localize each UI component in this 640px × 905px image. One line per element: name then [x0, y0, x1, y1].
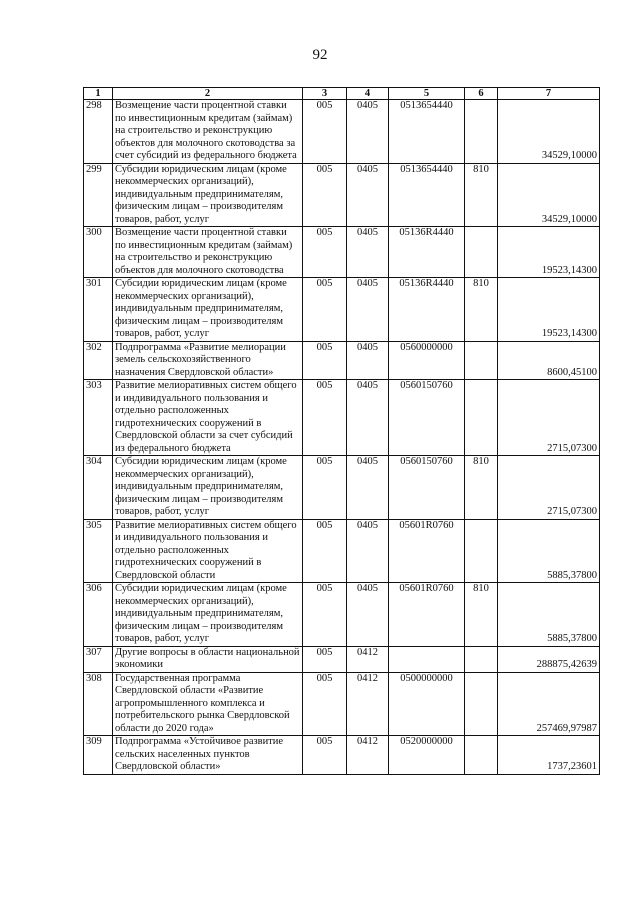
- department-code: 005: [303, 519, 347, 583]
- item-name: Развитие мелиоративных систем общего и индивидуального пользования и отдельно расположенных гидротехнических сооружений в Свердловской области за счет субсидий из федерального бюджета: [113, 380, 303, 456]
- table-row: [84, 583, 600, 647]
- table-row: [84, 672, 600, 736]
- department-code: 005: [303, 341, 347, 380]
- department-code: 005: [303, 100, 347, 164]
- expense-type-code: [465, 380, 498, 456]
- section-code: 0405: [347, 341, 389, 380]
- department-code: 005: [303, 227, 347, 278]
- amount: 34529,10000: [498, 163, 600, 227]
- target-article-code: 0520000000: [389, 736, 465, 775]
- page-number: 92: [312, 47, 328, 63]
- expense-type-code: 810: [465, 456, 498, 520]
- table-row: [84, 646, 600, 672]
- section-code: 0405: [347, 519, 389, 583]
- target-article-code: [389, 646, 465, 672]
- target-article-code: 0560150760: [389, 456, 465, 520]
- section-code: 0405: [347, 583, 389, 647]
- item-name: Развитие мелиоративных систем общего и индивидуального пользования и отдельно расположенных гидротехнических сооружений в Свердловской области: [113, 519, 303, 583]
- expense-type-code: [465, 672, 498, 736]
- expense-type-code: [465, 646, 498, 672]
- section-code: 0412: [347, 672, 389, 736]
- table-row: [84, 227, 600, 278]
- amount: 1737,23601: [498, 736, 600, 775]
- item-name: Возмещение части процентной ставки по инвестиционным кредитам (займам) на строительство и реконструкцию объектов для молочного скотоводства за счет субсидий из федерального бюджета: [113, 100, 303, 164]
- section-code: 0405: [347, 456, 389, 520]
- amount: 34529,10000: [498, 100, 600, 164]
- item-name: Субсидии юридическим лицам (кроме некоммерческих организаций), индивидуальным предпринимателям, физическим лицам – производителям товаров, работ, услуг: [113, 456, 303, 520]
- row-number: 308: [84, 672, 113, 736]
- department-code: 005: [303, 456, 347, 520]
- header-col-1: 1: [84, 88, 113, 100]
- table-row: [84, 163, 600, 227]
- item-name: Государственная программа Свердловской области «Развитие агропромышленного комплекса и потребительского рынка Свердловской области до 2020 года»: [113, 672, 303, 736]
- target-article-code: 05601R0760: [389, 519, 465, 583]
- expense-type-code: [465, 736, 498, 775]
- target-article-code: 05601R0760: [389, 583, 465, 647]
- header-col-7: 7: [498, 88, 600, 100]
- target-article-code: 0513654440: [389, 163, 465, 227]
- row-number: 303: [84, 380, 113, 456]
- row-number: 301: [84, 278, 113, 342]
- table-row: [84, 736, 600, 775]
- department-code: 005: [303, 278, 347, 342]
- budget-table: [83, 87, 600, 775]
- item-name: Другие вопросы в области национальной экономики: [113, 646, 303, 672]
- section-code: 0412: [347, 736, 389, 775]
- department-code: 005: [303, 736, 347, 775]
- expense-type-code: [465, 519, 498, 583]
- item-name: Возмещение части процентной ставки по инвестиционным кредитам (займам) на строительство и реконструкцию объектов для молочного скотоводства: [113, 227, 303, 278]
- target-article-code: 05136R4440: [389, 227, 465, 278]
- amount: 19523,14300: [498, 227, 600, 278]
- expense-type-code: 810: [465, 583, 498, 647]
- expense-type-code: 810: [465, 278, 498, 342]
- expense-type-code: 810: [465, 163, 498, 227]
- table-row: [84, 456, 600, 520]
- item-name: Субсидии юридическим лицам (кроме некоммерческих организаций), индивидуальным предпринимателям, физическим лицам – производителям товаров, работ, услуг: [113, 163, 303, 227]
- department-code: 005: [303, 380, 347, 456]
- table-row: [84, 380, 600, 456]
- expense-type-code: [465, 227, 498, 278]
- row-number: 309: [84, 736, 113, 775]
- table-row: [84, 100, 600, 164]
- item-name: Подпрограмма «Устойчивое развитие сельских населенных пунктов Свердловской области»: [113, 736, 303, 775]
- row-number: 302: [84, 341, 113, 380]
- department-code: 005: [303, 583, 347, 647]
- section-code: 0405: [347, 278, 389, 342]
- expense-type-code: [465, 341, 498, 380]
- row-number: 298: [84, 100, 113, 164]
- row-number: 300: [84, 227, 113, 278]
- amount: 288875,42639: [498, 646, 600, 672]
- header-col-6: 6: [465, 88, 498, 100]
- header-col-2: 2: [113, 88, 303, 100]
- row-number: 304: [84, 456, 113, 520]
- target-article-code: 0560150760: [389, 380, 465, 456]
- item-name: Подпрограмма «Развитие мелиорации земель сельскохозяйственного назначения Свердловской области»: [113, 341, 303, 380]
- target-article-code: 0500000000: [389, 672, 465, 736]
- section-code: 0405: [347, 163, 389, 227]
- header-col-4: 4: [347, 88, 389, 100]
- section-code: 0405: [347, 227, 389, 278]
- row-number: 299: [84, 163, 113, 227]
- amount: 19523,14300: [498, 278, 600, 342]
- item-name: Субсидии юридическим лицам (кроме некоммерческих организаций), индивидуальным предпринимателям, физическим лицам – производителям товаров, работ, услуг: [113, 278, 303, 342]
- table-row: [84, 341, 600, 380]
- target-article-code: 0560000000: [389, 341, 465, 380]
- amount: 5885,37800: [498, 583, 600, 647]
- amount: 2715,07300: [498, 456, 600, 520]
- section-code: 0405: [347, 100, 389, 164]
- amount: 257469,97987: [498, 672, 600, 736]
- row-number: 306: [84, 583, 113, 647]
- amount: 5885,37800: [498, 519, 600, 583]
- row-number: 307: [84, 646, 113, 672]
- header-col-3: 3: [303, 88, 347, 100]
- table-row: [84, 519, 600, 583]
- department-code: 005: [303, 646, 347, 672]
- expense-type-code: [465, 100, 498, 164]
- amount: 8600,45100: [498, 341, 600, 380]
- item-name: Субсидии юридическим лицам (кроме некоммерческих организаций), индивидуальным предпринимателям, физическим лицам – производителям товаров, работ, услуг: [113, 583, 303, 647]
- section-code: 0412: [347, 646, 389, 672]
- row-number: 305: [84, 519, 113, 583]
- header-row: [84, 88, 600, 100]
- department-code: 005: [303, 672, 347, 736]
- section-code: 0405: [347, 380, 389, 456]
- target-article-code: 0513654440: [389, 100, 465, 164]
- amount: 2715,07300: [498, 380, 600, 456]
- department-code: 005: [303, 163, 347, 227]
- header-col-5: 5: [389, 88, 465, 100]
- table-row: [84, 278, 600, 342]
- target-article-code: 05136R4440: [389, 278, 465, 342]
